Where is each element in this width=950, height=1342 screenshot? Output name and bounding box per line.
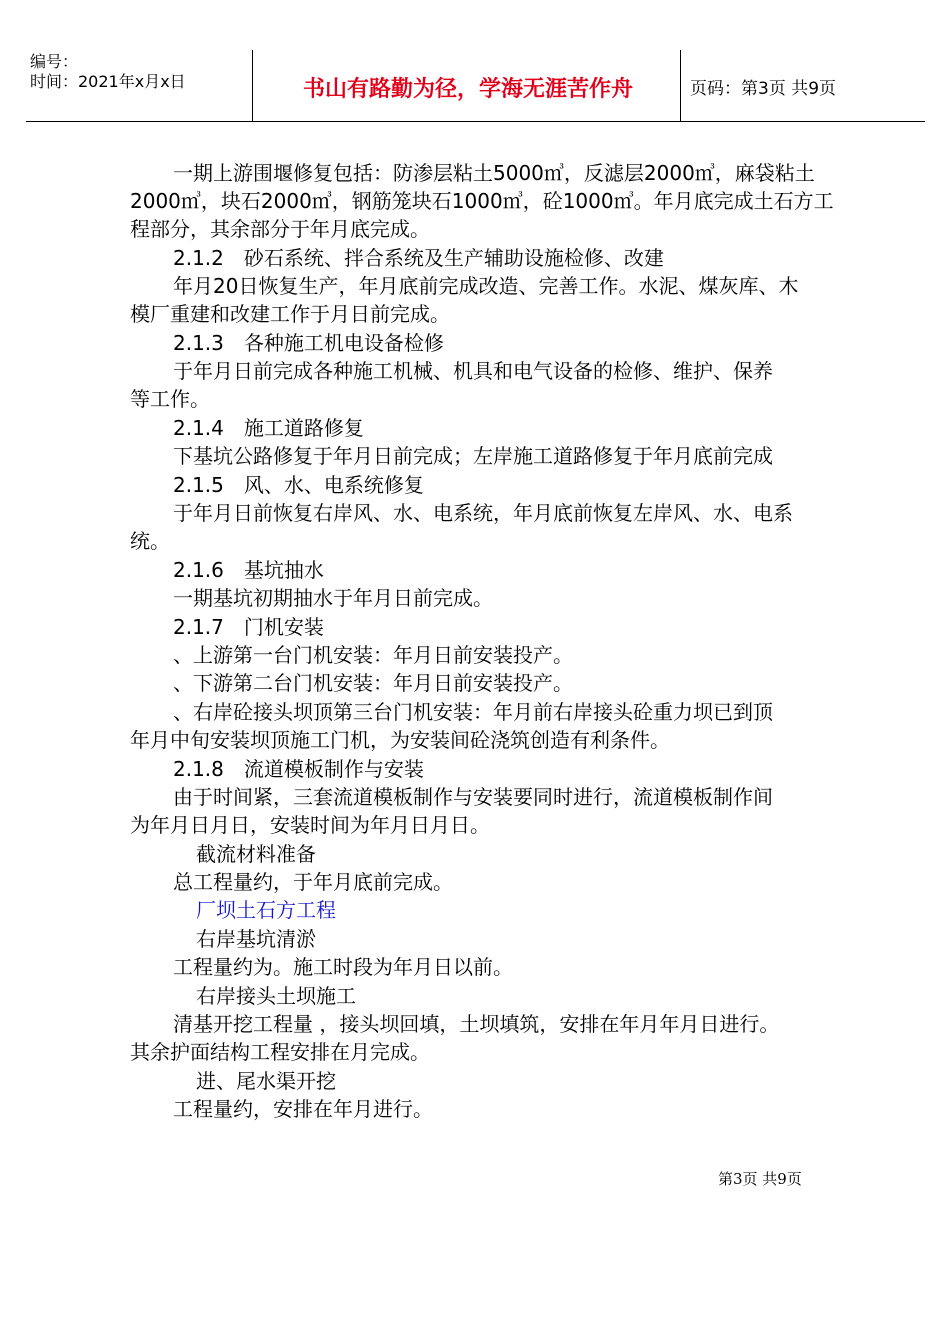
list-item: 、下游第二台门机安装：年月日前安装投产。 xyxy=(173,671,573,695)
paragraph-line: 年月20日恢复生产，年月底前完成改造、完善工作。水泥、煤灰库、木 xyxy=(173,274,799,298)
paragraph-line: 工程量约，安排在年月进行。 xyxy=(173,1097,433,1121)
paragraph-line: 于年月日前恢复右岸风、水、电系统，年月底前恢复左岸风、水、电系 xyxy=(173,501,793,525)
section-heading: 右岸接头土坝施工 xyxy=(196,984,356,1008)
chapter-heading: 厂坝土石方工程 xyxy=(196,898,336,922)
section-heading: 2.1.3 各种施工机电设备检修 xyxy=(173,331,444,355)
paragraph-line: 为年月日月日，安装时间为年月日月日。 xyxy=(130,813,490,837)
paragraph-line: 等工作。 xyxy=(130,387,210,411)
document-time: 时间：2021年x月x日 xyxy=(30,72,186,91)
page-footer: 第3页 共9页 xyxy=(718,1170,802,1188)
paragraph-line: 年月中旬安装坝顶施工门机，为安装间砼浇筑创造有利条件。 xyxy=(130,728,670,752)
paragraph-line: 一期上游围堰修复包括：防渗层粘土5000㎥，反滤层2000㎥，麻袋粘土 xyxy=(173,161,815,185)
paragraph-line: 下基坑公路修复于年月日前完成；左岸施工道路修复于年月底前完成 xyxy=(173,444,773,468)
section-heading: 2.1.2 砂石系统、拌合系统及生产辅助设施检修、改建 xyxy=(173,246,664,270)
paragraph-line: 于年月日前完成各种施工机械、机具和电气设备的检修、维护、保养 xyxy=(173,359,773,383)
paragraph-line: 程部分，其余部分于年月底完成。 xyxy=(130,217,430,241)
header-motto: 书山有路勤为径，学海无涯苦作舟 xyxy=(302,77,633,102)
header-divider xyxy=(680,50,681,121)
list-item: 、右岸砼接头坝顶第三台门机安装：年月前右岸接头砼重力坝已到顶 xyxy=(173,700,773,724)
header-page-number: 页码：第3页 共9页 xyxy=(690,79,837,99)
paragraph-line: 一期基坑初期抽水于年月日前完成。 xyxy=(173,586,493,610)
section-heading: 截流材料准备 xyxy=(196,842,316,866)
header-meta xyxy=(30,52,186,92)
section-heading: 右岸基坑清淤 xyxy=(196,927,316,951)
paragraph-line: 由于时间紧，三套流道模板制作与安装要同时进行，流道模板制作间 xyxy=(173,785,773,809)
section-heading: 进、尾水渠开挖 xyxy=(196,1069,336,1093)
paragraph-line: 模厂重建和改建工作于月日前完成。 xyxy=(130,302,450,326)
header-divider xyxy=(252,50,253,121)
paragraph-line: 2000㎥，块石2000㎥，钢筋笼块石1000㎥，砼1000㎥。年月底完成土石方工 xyxy=(130,189,834,213)
section-heading: 2.1.6 基坑抽水 xyxy=(173,558,324,582)
section-heading: 2.1.8 流道模板制作与安装 xyxy=(173,757,424,781)
page-header xyxy=(0,0,950,125)
paragraph-line: 其余护面结构工程安排在月完成。 xyxy=(130,1040,430,1064)
section-heading: 2.1.7 门机安装 xyxy=(173,615,324,639)
document-number: 编号： xyxy=(30,52,79,71)
list-item: 、上游第一台门机安装：年月日前安装投产。 xyxy=(173,643,573,667)
paragraph-line: 工程量约为。施工时段为年月日以前。 xyxy=(173,955,513,979)
paragraph-line: 总工程量约，于年月底前完成。 xyxy=(173,870,453,894)
paragraph-line: 清基开挖工程量 ，接头坝回填，土坝填筑，安排在年月年月日进行。 xyxy=(173,1012,780,1036)
paragraph-line: 统。 xyxy=(130,529,170,553)
header-rule xyxy=(26,121,925,122)
section-heading: 2.1.5 风、水、电系统修复 xyxy=(173,473,424,497)
section-heading: 2.1.4 施工道路修复 xyxy=(173,416,364,440)
